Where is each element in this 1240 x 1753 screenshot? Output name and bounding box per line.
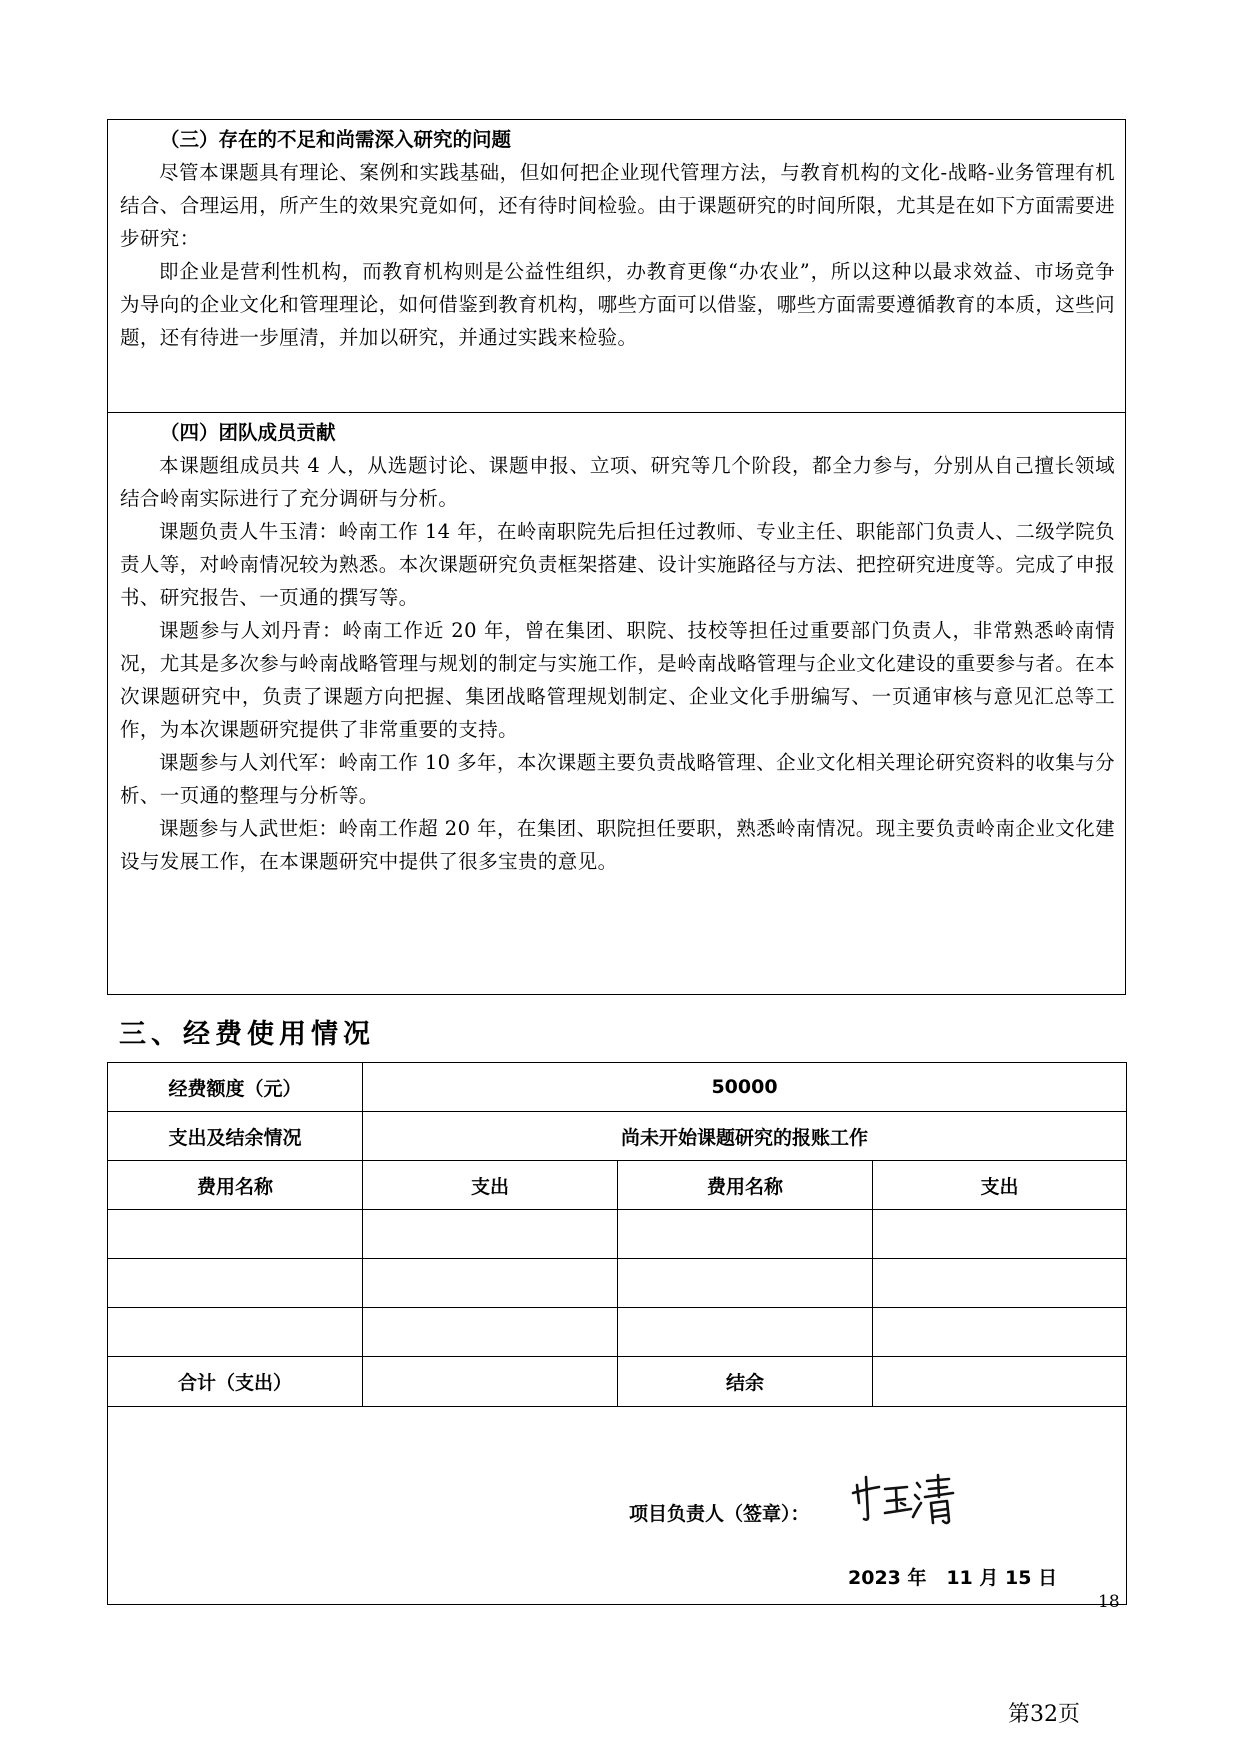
empty-cell: [618, 1259, 873, 1308]
empty-cell: [108, 1259, 363, 1308]
table-row: [108, 1259, 1127, 1308]
expense-value: 尚未开始课题研究的报账工作: [363, 1112, 1127, 1161]
section-shortcomings: [108, 120, 1125, 413]
col-header: 支出: [363, 1161, 618, 1210]
total-label: 合计（支出）: [108, 1357, 363, 1406]
table-row: [108, 1063, 1127, 1112]
budget-table: [107, 1062, 1127, 1605]
empty-cell: [363, 1308, 618, 1357]
section-title: （四）团队成员贡献: [160, 421, 336, 444]
empty-cell: [363, 1210, 618, 1259]
table-header-row: [108, 1161, 1127, 1210]
summary-frame: [107, 119, 1126, 995]
signature-cell: [108, 1406, 1127, 1604]
sign-date: 2023 年 11 月 15 日: [848, 1566, 1058, 1589]
empty-cell: [108, 1308, 363, 1357]
empty-cell: [618, 1210, 873, 1259]
expense-label: 支出及结余情况: [108, 1112, 363, 1161]
amount-label: 经费额度（元）: [108, 1063, 363, 1112]
page-number: 18: [1098, 1592, 1120, 1612]
paragraph: 课题参与人武世炬：岭南工作超 20 年，在集团、职院担任要职，熟悉岭南情况。现主要负责岭南企业文化建设与发展工作，在本课题研究中提供了很多宝贵的意见。: [120, 817, 1115, 873]
col-header: 费用名称: [108, 1161, 363, 1210]
handwritten-signature: [849, 1469, 959, 1527]
col-header: 支出: [873, 1161, 1127, 1210]
paragraph: 课题参与人刘代军：岭南工作 10 多年，本次课题主要负责战略管理、企业文化相关理论研究资料的收集与分析、一页通的整理与分析等。: [120, 751, 1115, 807]
empty-cell: [873, 1357, 1127, 1406]
signature-label: 项目负责人（签章）：: [629, 1502, 810, 1525]
paragraph: 尽管本课题具有理论、案例和实践基础，但如何把企业现代管理方法，与教育机构的文化-战略-业务管理有机结合、合理运用，所产生的效果究竟如何，还有待时间检验。由于课题研究的时间所限，尤其是在如下方面需要进步研究：: [120, 161, 1116, 250]
empty-cell: [873, 1259, 1127, 1308]
paragraph: 即企业是营利性机构，而教育机构则是公益性组织，办教育更像“办农业”，所以这种以最求效益、市场竞争为导向的企业文化和管理理论，如何借鉴到教育机构，哪些方面可以借鉴，哪些方面需要遵循教育的本质，这些问题，还有待进一步厘清，并加以研究，并通过实践来检验。: [120, 260, 1116, 349]
table-row: [108, 1210, 1127, 1259]
balance-label: 结余: [618, 1357, 873, 1406]
empty-cell: [363, 1357, 618, 1406]
empty-cell: [873, 1308, 1127, 1357]
table-row: [108, 1112, 1127, 1161]
empty-cell: [618, 1308, 873, 1357]
paragraph: 课题负责人牛玉清：岭南工作 14 年，在岭南职院先后担任过教师、专业主任、职能部门负责人、二级学院负责人等，对岭南情况较为熟悉。本次课题研究负责框架搭建、设计实施路径与方法、把控研究进度等。完成了申报书、研究报告、一页通的撰写等。: [120, 520, 1116, 609]
paragraph: 本课题组成员共 4 人，从选题讨论、课题申报、立项、研究等几个阶段，都全力参与，分别从自己擅长领域结合岭南实际进行了充分调研与分析。: [120, 454, 1115, 510]
budget-heading: 三、经费使用情况: [119, 1019, 375, 1050]
empty-cell: [363, 1259, 618, 1308]
col-header: 费用名称: [618, 1161, 873, 1210]
footer-page-indicator: 第32页: [1008, 1702, 1080, 1727]
section-title: （三）存在的不足和尚需深入研究的问题: [160, 128, 512, 151]
table-row: [108, 1357, 1127, 1406]
empty-cell: [873, 1210, 1127, 1259]
amount-value: 50000: [363, 1063, 1127, 1112]
empty-cell: [108, 1210, 363, 1259]
section-team-contribution: [108, 413, 1125, 993]
table-row: [108, 1308, 1127, 1357]
paragraph: 课题参与人刘丹青：岭南工作近 20 年，曾在集团、职院、技校等担任过重要部门负责人，非常熟悉岭南情况，尤其是多次参与岭南战略管理与规划的制定与实施工作，是岭南战略管理与企业文化建设的重要参与者。在本次课题研究中，负责了课题方向把握、集团战略管理规划制定、企业文化手册编写、一页通审核与意见汇总等工作，为本次课题研究提供了非常重要的支持。: [120, 619, 1116, 741]
